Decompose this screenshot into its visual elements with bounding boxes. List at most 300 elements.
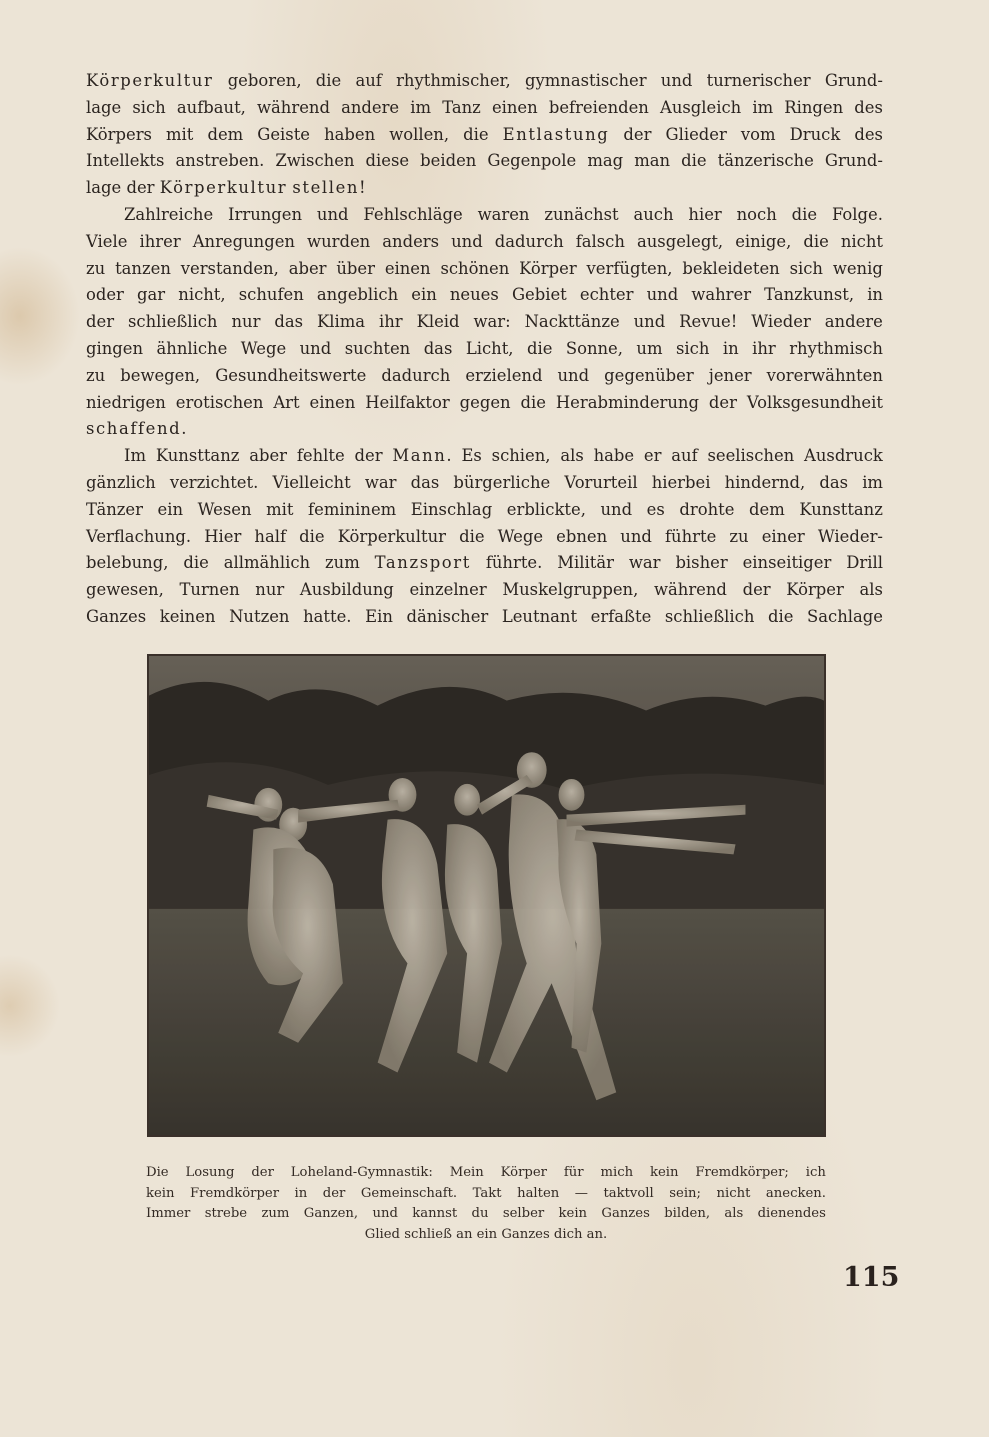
word: und	[646, 285, 679, 305]
text-line-content	[86, 95, 883, 122]
word: noch	[736, 204, 777, 224]
text-line	[86, 122, 883, 149]
word: nicht	[840, 231, 883, 251]
word: habe	[593, 446, 635, 466]
text-line	[86, 604, 883, 631]
word: es	[646, 499, 665, 519]
word: Im	[124, 446, 147, 466]
word: sich	[675, 338, 710, 358]
caption-word: Losung	[185, 1165, 235, 1180]
word: die	[681, 151, 707, 171]
photo-caption	[146, 1163, 826, 1245]
word: bisher	[675, 553, 728, 573]
word: fehlte	[296, 446, 345, 466]
word: Anregungen	[192, 231, 295, 251]
word: ausgelegt,	[636, 231, 724, 251]
word: ebnen	[556, 526, 608, 546]
word: die	[803, 231, 829, 251]
text-line	[86, 309, 883, 336]
caption-word: Die	[146, 1165, 169, 1180]
word: schließlich	[127, 312, 218, 332]
word: dem	[207, 124, 244, 144]
word: zum	[325, 553, 360, 573]
word: Wege	[497, 526, 544, 546]
word: das	[819, 472, 849, 492]
word: Grund-	[824, 151, 883, 171]
word: vorerwähnten	[766, 365, 883, 385]
word: Volksgesundheit	[746, 392, 883, 412]
word: gar	[137, 285, 166, 305]
word: des	[854, 97, 883, 117]
word: rhythmischer,	[396, 71, 511, 90]
word: führte.	[485, 553, 543, 573]
caption-word: bilden,	[664, 1206, 711, 1221]
caption-word: Takt	[472, 1185, 502, 1201]
word: bürgerliche	[453, 472, 551, 492]
word: auch	[633, 204, 674, 224]
word: ein	[411, 285, 437, 305]
word: diese	[365, 151, 410, 171]
word: gegenüber	[604, 365, 694, 385]
word: während	[257, 97, 330, 117]
word: er	[643, 446, 662, 466]
caption-word: als	[724, 1206, 744, 1221]
text-line	[86, 443, 883, 470]
word: suchten	[344, 338, 411, 358]
word: hier	[688, 204, 722, 224]
caption-word: taktvoll	[603, 1185, 654, 1201]
word: keinen	[159, 606, 216, 626]
word: die	[459, 526, 485, 546]
word: aber	[249, 446, 288, 466]
word: nur	[231, 312, 261, 332]
word: bewegen,	[120, 365, 201, 385]
word: Heilfaktor	[365, 392, 450, 412]
text-line-content	[86, 416, 883, 443]
word: hindernd,	[724, 472, 806, 492]
word: im	[752, 97, 774, 117]
caption-word: der	[322, 1185, 346, 1201]
word: Wege	[240, 338, 287, 358]
text-line-content	[86, 282, 883, 309]
caption-word: halten	[517, 1185, 560, 1201]
caption-word: in	[294, 1185, 308, 1201]
text-line	[86, 577, 883, 604]
word: war	[364, 472, 397, 492]
word: die	[315, 71, 342, 90]
caption-word: anecken.	[765, 1185, 826, 1201]
word: gymnastischer	[525, 71, 647, 90]
caption-word: Immer	[146, 1206, 191, 1221]
word: aufbaut,	[176, 97, 246, 117]
word: und	[633, 312, 666, 332]
word: Ein	[365, 606, 393, 626]
caption-word: dienendes	[757, 1206, 826, 1221]
word: Ringen	[784, 97, 844, 117]
word: Muskelgruppen,	[502, 580, 639, 600]
word: tänzerische	[717, 151, 814, 171]
text-line	[86, 229, 883, 256]
word: Körperkultur	[86, 71, 214, 90]
word: echter	[579, 285, 634, 305]
word: verfügten,	[586, 258, 673, 278]
word: einseitiger	[742, 553, 832, 573]
word: drohte	[679, 499, 735, 519]
caption-word: Fremdkörper	[190, 1185, 280, 1201]
text-line-content	[86, 122, 883, 149]
word: Wieder-	[817, 526, 883, 546]
word: einer	[761, 526, 805, 546]
word: mag	[587, 151, 624, 171]
word: Tänzer	[86, 499, 143, 519]
caption-word: ich	[805, 1165, 826, 1180]
word: mit	[166, 124, 194, 144]
word: Intellekts	[86, 151, 165, 171]
word: Körper	[519, 258, 577, 278]
word: schließlich	[664, 606, 755, 626]
word: oder	[86, 285, 124, 305]
word: Viele	[86, 231, 128, 251]
word: der	[708, 392, 737, 412]
text-line-content	[86, 577, 883, 604]
body-text	[86, 68, 883, 631]
word: der	[86, 312, 115, 332]
word: zu	[729, 526, 749, 546]
word: Grund-	[824, 71, 883, 90]
word: lage	[86, 178, 122, 198]
word: Körper	[786, 580, 844, 600]
word: ihr	[379, 312, 403, 332]
text-line	[86, 202, 883, 229]
word: Drill	[846, 553, 883, 573]
word: nicht,	[178, 285, 226, 305]
word: und	[299, 338, 332, 358]
word: gänzlich	[86, 472, 156, 492]
text-line-content	[86, 390, 883, 417]
word: das	[410, 472, 440, 492]
word: erzielend	[465, 365, 543, 385]
word: Militär	[557, 553, 614, 573]
word: geboren,	[227, 71, 302, 90]
word: verzichtet.	[169, 472, 259, 492]
text-line	[86, 282, 883, 309]
word: Körperkultur	[337, 526, 446, 546]
word: die	[520, 392, 546, 412]
word: erfaßte	[590, 606, 652, 626]
word: die	[463, 124, 489, 144]
caption-word: Fremdkörper;	[695, 1165, 789, 1180]
photograph-group-gymnastics	[147, 654, 826, 1137]
word: turnerischer	[706, 71, 811, 90]
text-line-content	[86, 175, 883, 202]
word: in	[722, 338, 739, 358]
word: wahrer	[691, 285, 752, 305]
word: Mann.	[392, 446, 452, 466]
caption-word: nicht	[716, 1185, 751, 1201]
word: in	[867, 285, 883, 305]
word: als	[560, 446, 584, 466]
word: Vorurteil	[564, 472, 638, 492]
word: Sachlage	[807, 606, 883, 626]
caption-word: selber	[502, 1206, 545, 1221]
text-line	[86, 148, 883, 175]
caption-word: kein	[558, 1206, 588, 1221]
text-line	[86, 390, 883, 417]
text-line-content	[86, 470, 883, 497]
word: Zahlreiche	[124, 204, 214, 224]
text-line	[86, 363, 883, 390]
word: befreienden	[548, 97, 649, 117]
word: und	[620, 526, 652, 546]
word: und	[557, 365, 590, 385]
word: Glieder	[665, 124, 727, 144]
word: Tanzsport	[374, 553, 471, 573]
word: das	[274, 312, 304, 332]
word: Zwischen	[275, 151, 355, 171]
caption-word: Ganzen,	[303, 1206, 359, 1221]
word: das	[423, 338, 453, 358]
caption-word: Ganzes	[601, 1206, 650, 1221]
word: sich	[789, 258, 823, 278]
caption-word: Gemeinschaft.	[360, 1185, 458, 1201]
word: zu	[86, 365, 106, 385]
word: Geiste	[257, 124, 310, 144]
word: rhythmisch	[789, 338, 883, 358]
text-line-content	[86, 497, 883, 524]
word: über	[336, 258, 375, 278]
text-line-content	[86, 363, 883, 390]
word: Art	[273, 392, 300, 412]
word: im	[862, 472, 883, 492]
word: beiden	[420, 151, 477, 171]
word: Ausgleich	[660, 97, 742, 117]
word: Gesundheitswerte	[215, 365, 367, 385]
word: gegen	[459, 392, 511, 412]
word: bekleideten	[682, 258, 780, 278]
caption-word: kannst	[412, 1206, 458, 1221]
word: Entlastung	[502, 124, 610, 144]
text-line-content	[124, 202, 883, 229]
word: Ausdruck	[804, 446, 883, 466]
word: führte	[664, 526, 717, 546]
word: der	[742, 580, 771, 600]
word: ähnliche	[156, 338, 228, 358]
word: Folge.	[831, 204, 883, 224]
word: auf	[671, 446, 698, 466]
word: und	[316, 204, 349, 224]
text-line-content	[86, 68, 883, 95]
word: Irrungen	[228, 204, 303, 224]
word: war	[628, 553, 661, 573]
word: einige,	[735, 231, 792, 251]
word: und	[660, 71, 693, 90]
text-line	[86, 416, 883, 443]
word: die	[299, 526, 325, 546]
word: und	[600, 499, 633, 519]
word: mit	[266, 499, 294, 519]
word: Herabminderung	[555, 392, 699, 412]
word: stellen!	[292, 178, 366, 198]
caption-word: mich	[600, 1165, 634, 1180]
caption-word: kein	[649, 1165, 679, 1180]
word: als	[859, 580, 883, 600]
word: während	[653, 580, 727, 600]
caption-word: der	[251, 1165, 274, 1180]
caption-line	[146, 1184, 826, 1205]
word: anstreben.	[175, 151, 265, 171]
word: gingen	[86, 338, 144, 358]
word: die	[791, 204, 818, 224]
word: hatte.	[303, 606, 352, 626]
word: Sonne,	[565, 338, 623, 358]
word: im	[410, 97, 432, 117]
word: die	[526, 338, 553, 358]
word: Körperkultur	[159, 178, 288, 198]
word: anders	[382, 231, 440, 251]
word: Körpers	[86, 124, 152, 144]
word: der	[126, 178, 155, 198]
word: lage	[86, 97, 122, 117]
word: half	[254, 526, 287, 546]
caption-word: strebe	[204, 1206, 248, 1221]
word: erblickte,	[506, 499, 586, 519]
text-line	[86, 336, 883, 363]
word: Gegenpole	[487, 151, 577, 171]
word: Nutzen	[229, 606, 290, 626]
word: falsch	[575, 231, 625, 251]
caption-line	[146, 1163, 826, 1184]
word: schien,	[491, 446, 551, 466]
word: Einschlag	[410, 499, 493, 519]
word: Wieder	[751, 312, 811, 332]
word: Ganzes	[86, 606, 147, 626]
page-number: 115	[843, 1262, 900, 1293]
text-line-content	[124, 443, 883, 470]
caption-word: Körper	[500, 1165, 547, 1180]
caption-word: —	[574, 1185, 588, 1201]
word: einen	[309, 392, 356, 412]
word: des	[854, 124, 883, 144]
text-line-content	[86, 550, 883, 577]
word: Turnen	[179, 580, 240, 600]
caption-word: und	[372, 1206, 398, 1221]
word: um	[636, 338, 663, 358]
word: Hier	[204, 526, 242, 546]
word: wollen,	[389, 124, 450, 144]
word: nur	[255, 580, 285, 600]
word: Tanzkunst,	[764, 285, 855, 305]
word: Kleid	[416, 312, 460, 332]
caption-word: kein	[146, 1185, 175, 1201]
caption-word: du	[471, 1206, 489, 1221]
word: auf	[355, 71, 382, 90]
word: der	[623, 124, 652, 144]
word: aber	[288, 258, 327, 278]
caption-word: Loheland-Gymnastik:	[290, 1165, 433, 1180]
text-line-content	[86, 524, 883, 551]
word: seelischen	[707, 446, 795, 466]
word: wenig	[832, 258, 883, 278]
caption-word: zum	[261, 1206, 290, 1221]
word: dadurch	[381, 365, 451, 385]
word: Es	[461, 446, 482, 466]
text-line	[86, 175, 883, 202]
word: schönen	[440, 258, 510, 278]
text-line	[86, 68, 883, 95]
word: vom	[740, 124, 776, 144]
word: die	[768, 606, 794, 626]
photo-illustration	[149, 656, 824, 1135]
word: Leutnant	[501, 606, 578, 626]
word: Fehlschläge	[363, 204, 463, 224]
word: erotischen	[175, 392, 264, 412]
word: ihr	[752, 338, 776, 358]
word: gewesen,	[86, 580, 164, 600]
text-line	[86, 256, 883, 283]
word: war:	[473, 312, 511, 332]
word: hierbei	[651, 472, 711, 492]
text-line-content	[86, 336, 883, 363]
word: Druck	[789, 124, 841, 144]
word: angeblich	[316, 285, 399, 305]
word: und	[451, 231, 483, 251]
caption-line: Glied schließ an ein Ganzes dich an.	[364, 1226, 608, 1242]
word: schufen	[238, 285, 304, 305]
word: dadurch	[494, 231, 564, 251]
caption-word: Mein	[449, 1165, 484, 1180]
word: femininem	[308, 499, 397, 519]
word: dem	[749, 499, 785, 519]
word: haben	[324, 124, 376, 144]
word: schaffend.	[86, 419, 187, 439]
text-line	[86, 95, 883, 122]
text-line	[86, 550, 883, 577]
word: die	[183, 553, 209, 573]
text-line-content	[86, 229, 883, 256]
word: der	[354, 446, 383, 466]
word: einzelner	[409, 580, 487, 600]
word: niedrigen	[86, 392, 166, 412]
word: Wesen	[197, 499, 252, 519]
text-line	[86, 470, 883, 497]
word: Gebiet	[511, 285, 567, 305]
word: einen	[491, 97, 538, 117]
word: man	[634, 151, 671, 171]
word: belebung,	[86, 553, 169, 573]
word: dänischer	[406, 606, 489, 626]
text-line-content	[86, 309, 883, 336]
text-line	[86, 497, 883, 524]
word: Tanz	[442, 97, 481, 117]
word: andere	[824, 312, 883, 332]
word: Licht,	[465, 338, 514, 358]
caption-word: sein;	[669, 1185, 701, 1201]
text-line-content	[86, 256, 883, 283]
word: Kunsttanz	[155, 446, 240, 466]
word: Nackttänze	[524, 312, 620, 332]
word: Klima	[317, 312, 366, 332]
word: zu	[86, 258, 106, 278]
text-line	[86, 524, 883, 551]
word: zunächst	[544, 204, 619, 224]
word: sich	[132, 97, 166, 117]
word: andere	[341, 97, 400, 117]
word: ihrer	[139, 231, 181, 251]
word: jener	[708, 365, 752, 385]
word: Ausbildung	[299, 580, 394, 600]
word: wurden	[307, 231, 371, 251]
caption-line	[146, 1204, 826, 1225]
